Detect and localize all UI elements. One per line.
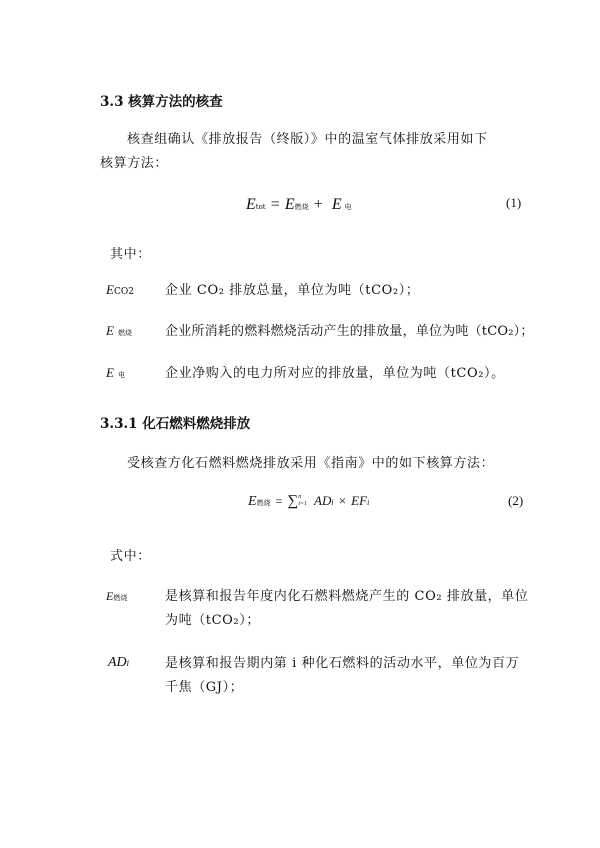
where-label-2: 式中： bbox=[110, 549, 151, 564]
eq2-sum: ∑ bbox=[287, 493, 299, 509]
eq2-equals: = bbox=[275, 494, 283, 508]
eq1-term1: E bbox=[284, 196, 295, 213]
eq1-equals: = bbox=[270, 196, 280, 213]
eq2-lhs: E bbox=[248, 494, 257, 509]
eq1-term1-sub: 燃烧 bbox=[294, 203, 309, 211]
eq2-sum-limits bbox=[298, 494, 307, 508]
def-symbol-eelec: E电 bbox=[106, 365, 125, 380]
eq2-sum-upper: n bbox=[298, 493, 302, 500]
def-text-eco2: 企业 CO₂ 排放总量，单位为吨（tCO₂）； bbox=[165, 283, 420, 298]
subsection-intro: 受核查方化石燃料燃烧排放采用《指南》中的如下核算方法： bbox=[127, 456, 495, 471]
def-symbol-ecombust: E燃烧 bbox=[106, 323, 132, 338]
def-symbol-eco2: ECO2 bbox=[106, 282, 134, 297]
equation-1 bbox=[246, 194, 352, 214]
eq1-plus: + bbox=[313, 196, 323, 213]
def2-text-ecombust-line2: 为吨（tCO₂）； bbox=[165, 613, 260, 628]
def2-symbol-ecombust: E燃烧 bbox=[106, 589, 128, 603]
equation-2 bbox=[248, 490, 369, 510]
def2-text-adi-line1: 是核算和报告期内第 i 种化石燃料的活动水平，单位为百万 bbox=[165, 656, 520, 671]
equation-2-number: (2) bbox=[508, 493, 524, 508]
equation-1-number: (1) bbox=[506, 195, 522, 210]
def2-text-adi-line2: 千焦（GJ）； bbox=[165, 680, 244, 695]
eq1-term2: E bbox=[331, 196, 342, 213]
eq2-ef: EF bbox=[351, 493, 368, 508]
eq2-ad-sub: i bbox=[331, 499, 334, 507]
eq2-lhs-sub: 燃烧 bbox=[256, 499, 271, 507]
def-text-eelec: 企业净购入的电力所对应的排放量，单位为吨（tCO₂）。 bbox=[165, 366, 505, 381]
eq1-lhs-sub: tot bbox=[255, 203, 266, 211]
eq2-times: × bbox=[338, 493, 347, 508]
subsection-heading: 3.3.1 化石燃料燃烧排放 bbox=[100, 416, 251, 432]
eq2-sum-lower: i=1 bbox=[298, 500, 307, 507]
where-label: 其中： bbox=[110, 247, 151, 262]
intro-line-1: 核查组确认《排放报告（终版）》中的温室气体排放采用如下 bbox=[127, 132, 488, 147]
eq1-term2-sub: 电 bbox=[344, 203, 352, 211]
intro-line-2: 核算方法： bbox=[100, 156, 169, 171]
section-heading: 3.3 核算方法的核查 bbox=[100, 94, 223, 110]
eq1-lhs: E bbox=[246, 196, 256, 213]
def-text-ecombust: 企业所消耗的燃料燃烧活动产生的排放量，单位为吨（tCO₂）； bbox=[165, 324, 534, 339]
def2-symbol-adi: ADi bbox=[108, 655, 130, 670]
eq2-ad: AD bbox=[314, 493, 332, 508]
def2-text-ecombust-line1: 是核算和报告年度内化石燃料燃烧产生的 CO₂ 排放量，单位 bbox=[165, 589, 529, 604]
eq2-ef-sub: i bbox=[367, 499, 370, 507]
